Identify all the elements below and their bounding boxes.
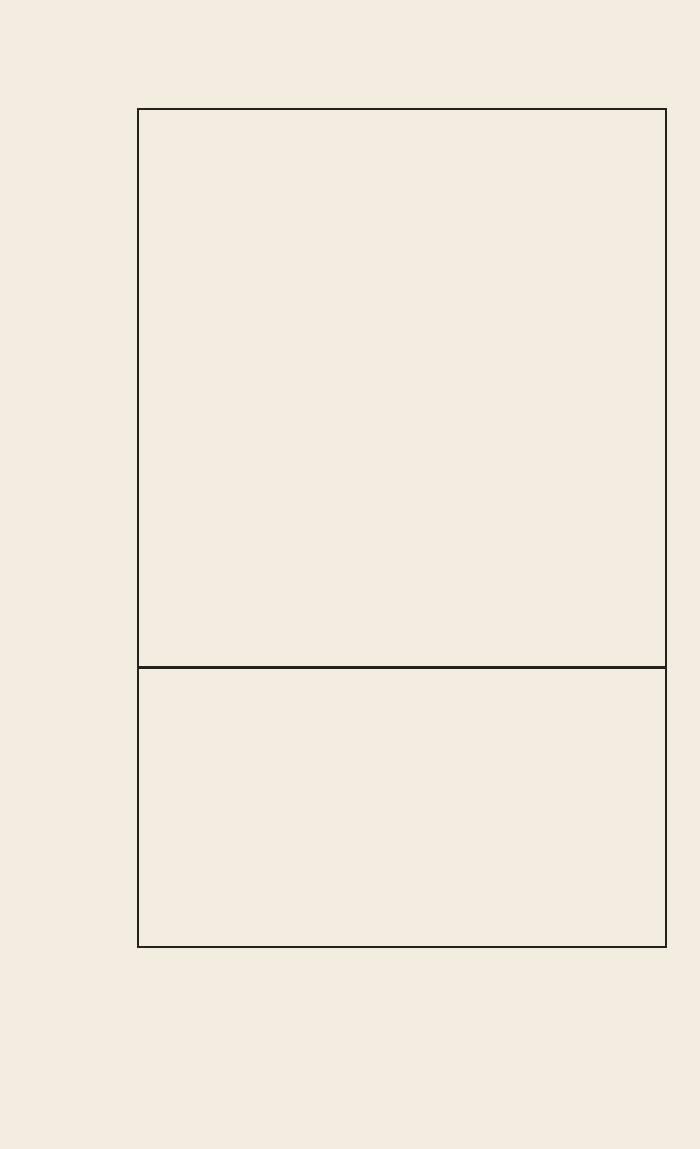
bottom-left-title xyxy=(139,669,404,749)
top-table xyxy=(137,108,667,668)
bottom-right-title xyxy=(426,669,666,749)
bottom-table xyxy=(137,668,667,948)
